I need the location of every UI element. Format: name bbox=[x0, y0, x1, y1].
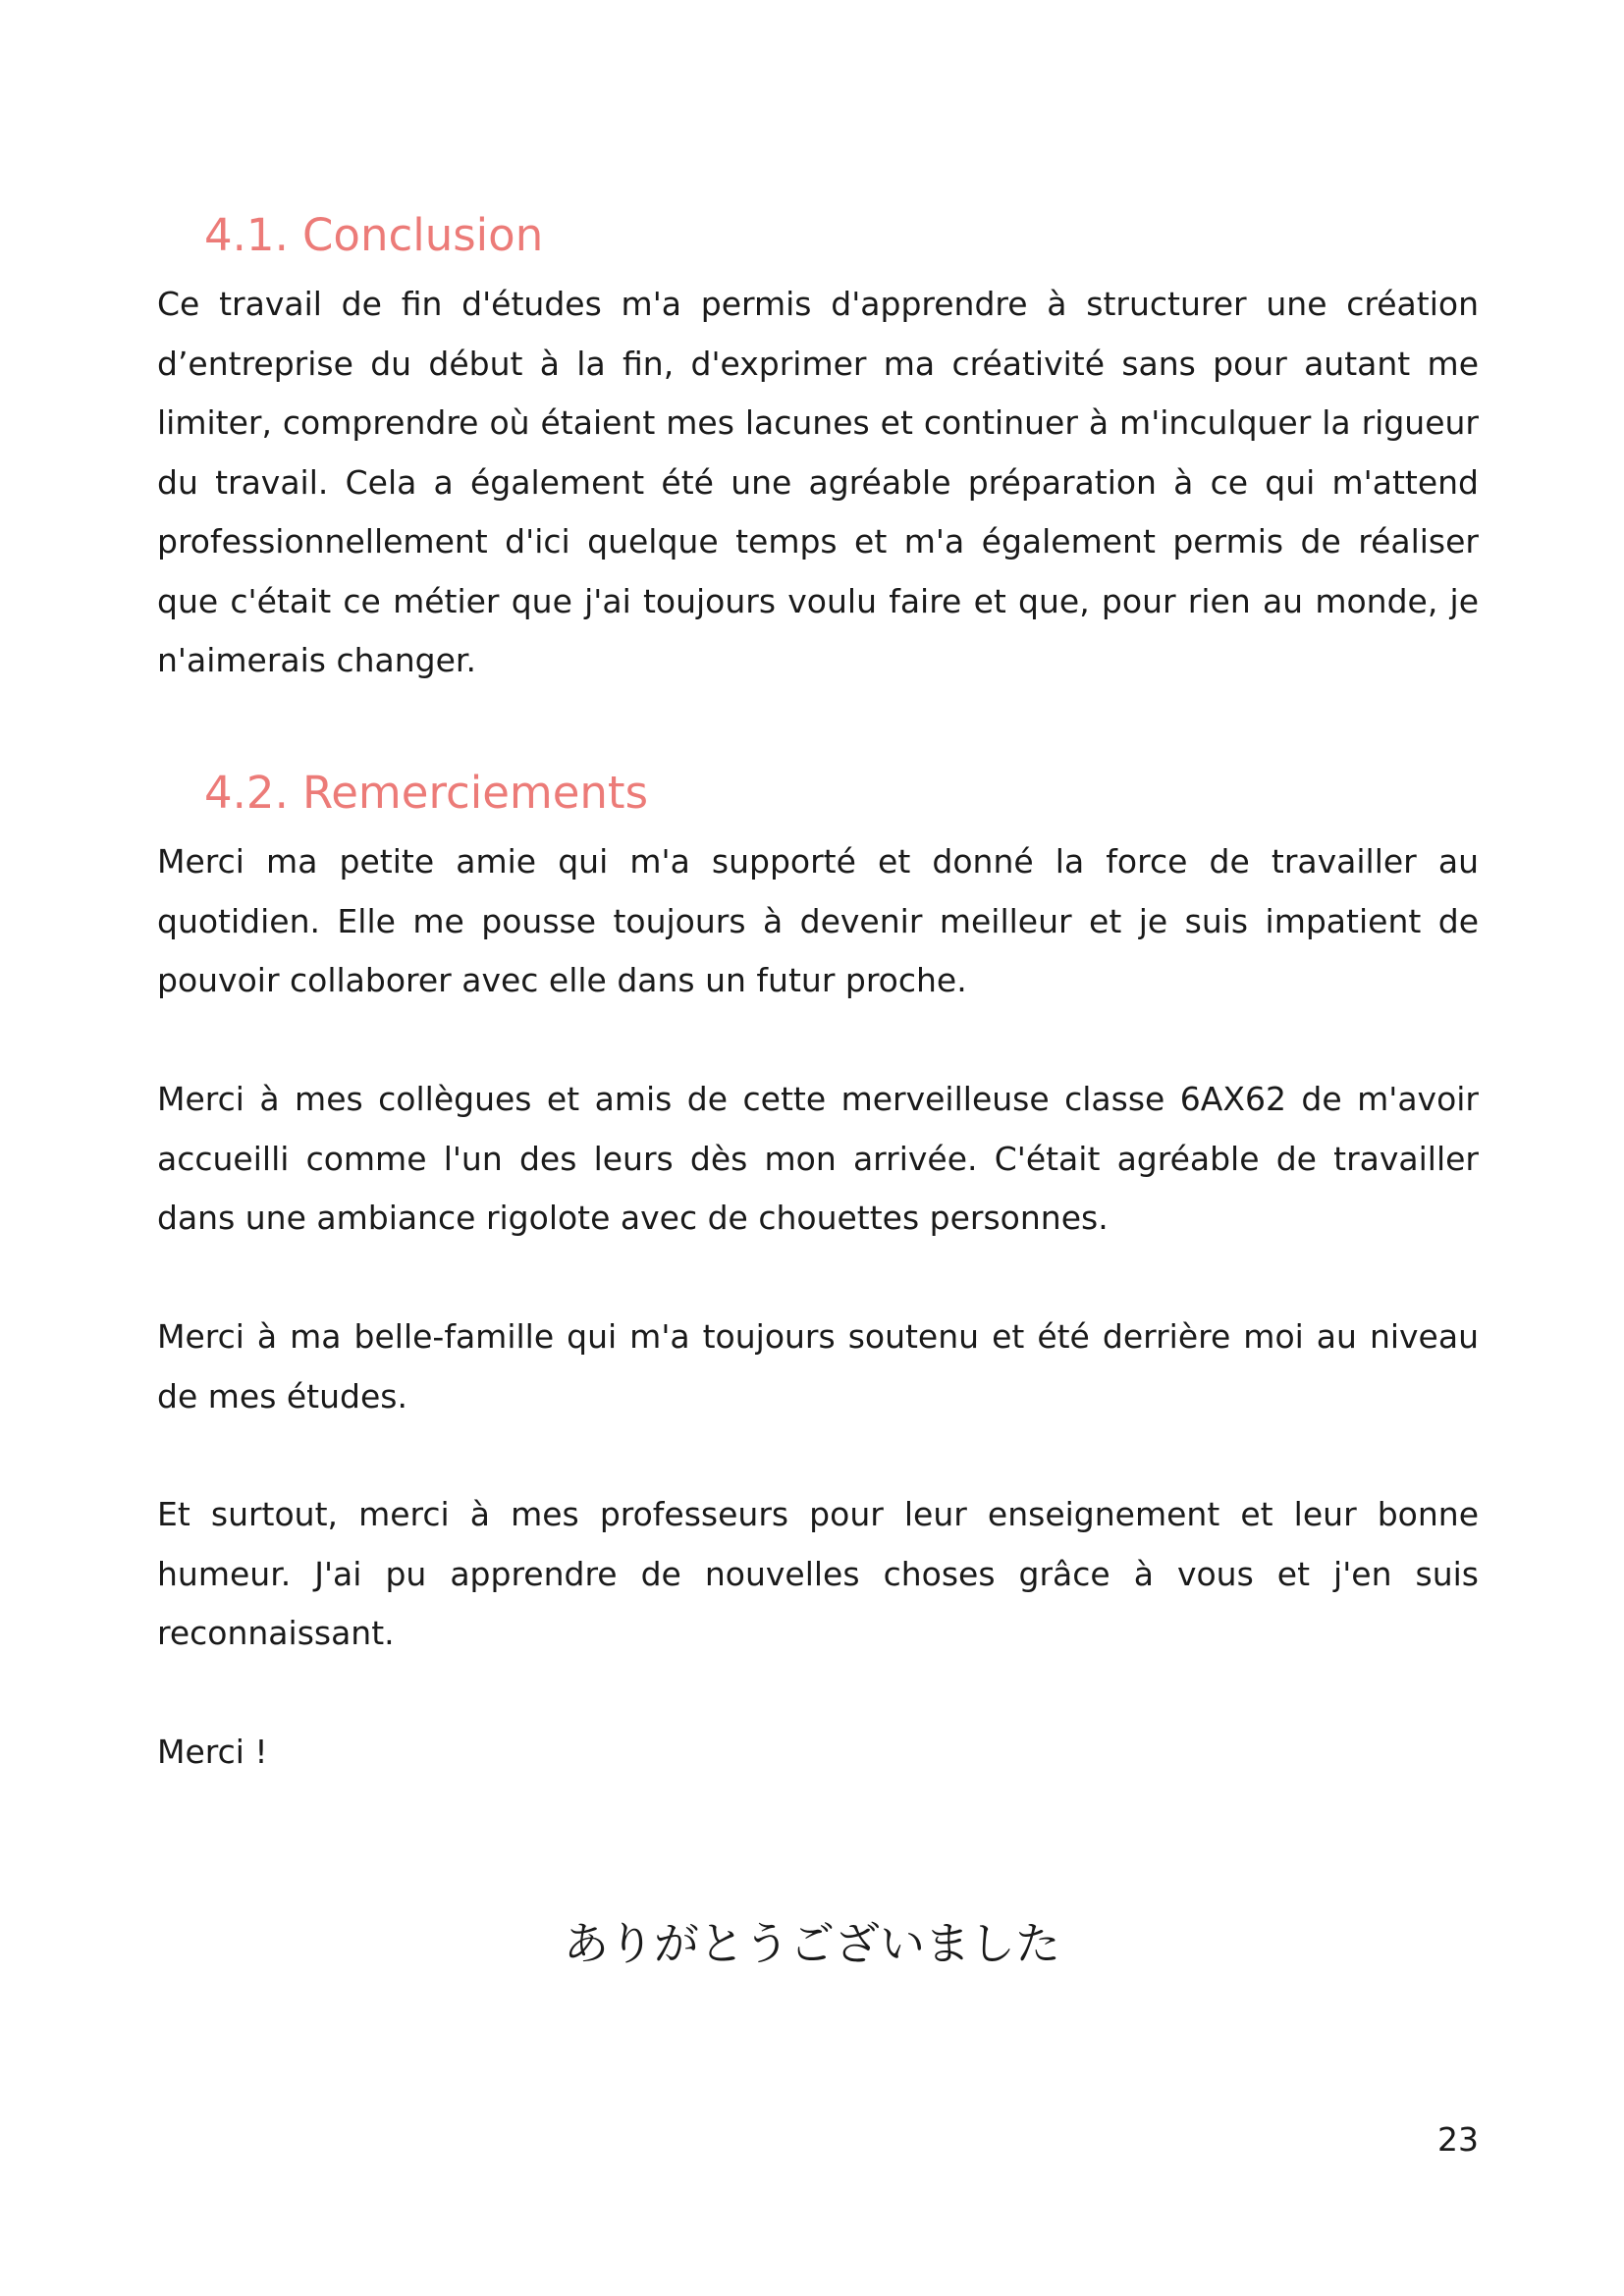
thanks-paragraph-colleagues: Merci à mes collègues et amis de cette merveilleuse classe 6AX62 de m'avoir accueilli comme l'un des leurs dès mon arrivée. C'était agréable de travailler dans une ambiance rigolote avec de chouettes personnes. bbox=[157, 1080, 1479, 1237]
section-title: Remerciements bbox=[302, 767, 649, 819]
thanks-paragraph-girlfriend: Merci ma petite amie qui m'a supporté et donné la force de travailler au quotidien. Elle me pousse toujours à devenir meilleur et je suis impatient de pouvoir collaborer avec elle dans un futur proche. bbox=[157, 842, 1479, 999]
section-number: 4.1. bbox=[204, 209, 289, 261]
thanks-closing: Merci ! bbox=[157, 1733, 268, 1771]
page-number: 23 bbox=[1437, 2120, 1479, 2159]
thanks-paragraph-family: Merci à ma belle-famille qui m'a toujours soutenu et été derrière moi au niveau de mes études. bbox=[157, 1317, 1479, 1415]
conclusion-paragraph: Ce travail de fin d'études m'a permis d'apprendre à structurer une création d’entreprise du début à la fin, d'exprimer ma créativité sans pour autant me limiter, comprendre où étaient mes lacunes et continuer à m'inculquer la rigueur du travail. Cela a également été une agréable préparation à ce qui m'attend professionnellement d'ici quelque temps et m'a également permis de réaliser que c'était ce métier que j'ai toujours voulu faire et que, pour rien au monde, je n'aimerais changer. bbox=[157, 285, 1479, 679]
section-heading-remerciements bbox=[204, 764, 648, 823]
section-title: Conclusion bbox=[302, 209, 544, 261]
section-number: 4.2. bbox=[204, 767, 289, 819]
closing-japanese-thanks: ありがとうございました bbox=[564, 1917, 1060, 1970]
thanks-paragraph-teachers: Et surtout, merci à mes professeurs pour leur enseignement et leur bonne humeur. J'ai pu apprendre de nouvelles choses grâce à vous et j'en suis reconnaissant. bbox=[157, 1495, 1479, 1652]
section-heading-conclusion bbox=[204, 206, 543, 265]
